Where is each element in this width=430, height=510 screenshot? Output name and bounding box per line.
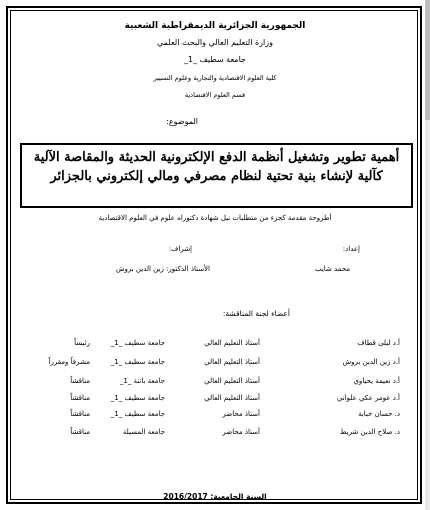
supervisor-name: الأستاذ الدكتور: زين الدين بروش: [115, 265, 210, 273]
member-role: رئيساً: [74, 339, 90, 347]
ministry-line: وزارة التعليم العالي والبحث العلمي: [157, 38, 273, 47]
thesis-note: أطروحة مقدمة كجزء من متطلبات نيل شهادة دكتوراه علوم في العلوم الاقتصادية: [98, 214, 332, 222]
member-rank: أستاذ محاضر: [222, 410, 260, 418]
vertical-scrollbar[interactable]: [425, 0, 430, 510]
member-rank: أستاذ التعليم العالي: [204, 358, 260, 366]
committee-member-row: [20, 358, 410, 370]
member-rank: أستاذ التعليم العالي: [204, 339, 260, 347]
member-institution: جامعة باتنة _1_: [119, 377, 165, 385]
committee-member-row: [20, 410, 410, 422]
thesis-title: أهمية تطوير وتشغيل أنظمة الدفع الإلكترونية الحديثة والمقاصة الآلية كآلية لإنشاء بنية تحتية لنظام مصرفي ومالي إلكتروني بالجزائر: [33, 150, 400, 184]
member-name: د. حسان خبابة: [358, 410, 400, 418]
member-role: مشرفاً ومقرراً: [48, 358, 90, 366]
committee-member-row: [20, 428, 410, 440]
member-institution: جامعة سطيف _1_: [110, 339, 165, 347]
member-institution: جامعة سطيف _1_: [110, 410, 165, 418]
committee-member-row: [20, 339, 410, 351]
member-institution: جامعة سطيف _1_: [110, 394, 165, 402]
member-name: أ.د عومر عكي علواني: [336, 394, 400, 402]
academic-year: السنة الجامعية: 2016/2017: [163, 492, 267, 501]
thesis-title-box: [20, 143, 413, 208]
member-name: د. صلاح الدين شريط: [339, 428, 400, 436]
committee-member-row: [20, 394, 410, 406]
member-role: مناقشاً: [70, 428, 90, 436]
page-border-inner: [10, 10, 418, 500]
committee-member-row: [20, 377, 410, 389]
member-role: مناقشاً: [70, 410, 90, 418]
author-name: محمد شايب: [314, 265, 350, 273]
republic-line: الجمهورية الجزائرية الديمقراطية الشعبية: [124, 21, 306, 31]
subject-label: الموضوع:: [166, 117, 198, 126]
member-institution: جامعة المسيلة: [122, 428, 165, 436]
member-institution: جامعة سطيف _1_: [110, 358, 165, 366]
member-rank: أستاذ محاضر: [222, 428, 260, 436]
university-line: جامعة سطيف _1_: [184, 55, 246, 64]
member-rank: أستاذ التعليم العالي: [204, 394, 260, 402]
committee-heading: أعضاء لجنة المناقشة:: [222, 309, 290, 318]
scrollbar-thumb[interactable]: [425, 0, 430, 120]
department-line: قسم العلوم الاقتصادية: [184, 91, 246, 99]
member-role: مناقشاً: [70, 394, 90, 402]
member-name: أ.د ليلى قطاف: [357, 339, 400, 347]
member-rank: أستاذ التعليم العالي: [204, 377, 260, 385]
supervised-by-label: إشراف:: [168, 245, 192, 253]
prepared-by-label: إعداد:: [342, 245, 360, 253]
faculty-line: كلية العلوم الاقتصادية والتجارية وعلوم التسيير: [153, 74, 277, 82]
member-name: أ.د نعيمة يحياوي: [353, 377, 400, 385]
member-role: مناقشاً: [70, 377, 90, 385]
member-name: أ.د زين الدين بروش: [342, 358, 400, 366]
